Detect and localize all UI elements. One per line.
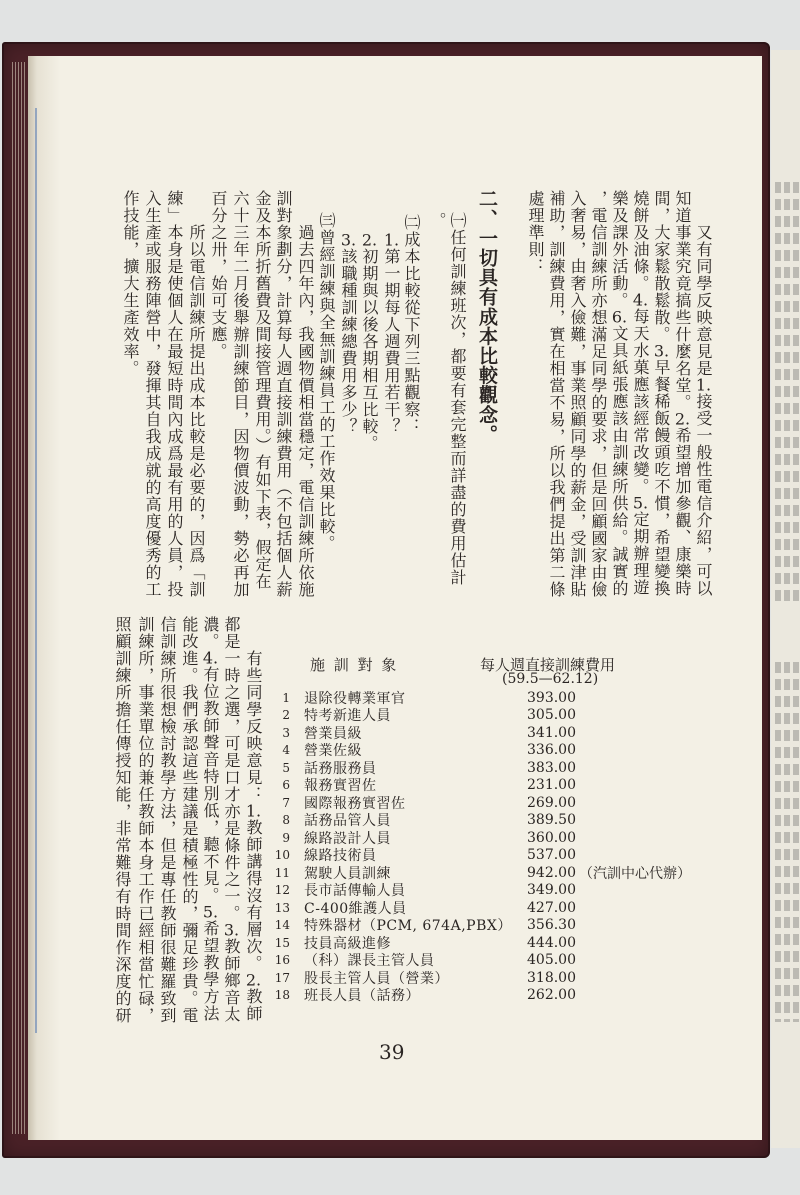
table-row — [270, 847, 691, 865]
list-numeral: 1. — [245, 803, 262, 819]
row-number: 4 — [282, 743, 290, 758]
trainee-category: 股長主管人員（營業） — [304, 970, 449, 987]
cost-line: 百分之卅，始可支應。 — [209, 190, 228, 360]
intro-line: ，電信訓練所亦想滿足同學的要求，但是回顧國家由儉 — [589, 190, 608, 598]
list-numeral: 6. — [611, 309, 628, 325]
trainee-category: （科）課長主管人員 — [304, 953, 435, 970]
table-row — [270, 777, 691, 795]
row-number: 6 — [282, 778, 290, 793]
weekly-cost: 341.00 — [527, 724, 576, 741]
list-numeral: 1. — [695, 377, 712, 393]
intro-line: 補助，訓練費用，實在相當不易，所以我們提出第二條 — [547, 190, 566, 598]
trainee-category: 營業佐級 — [304, 743, 362, 760]
row-number: 5 — [282, 760, 290, 775]
table-row — [270, 934, 691, 952]
trainee-category: 特殊器材（PCM, 674A,PBX） — [304, 918, 512, 935]
item-1-line: 。 — [428, 212, 447, 229]
weekly-cost: 318.00 — [527, 969, 576, 986]
row-number: 9 — [282, 830, 290, 845]
rationale-line: 作技能，擴大生產效率。 — [121, 190, 140, 377]
list-numeral: 2. — [361, 232, 378, 248]
weekly-cost: 262.00 — [527, 987, 576, 1004]
cost-line: 金及本所折舊費及間接管理費用。）有如下表，假定在 — [253, 190, 272, 590]
trainee-category: 技員高級進修 — [304, 935, 391, 952]
trainee-category: C-400維護人員 — [304, 900, 407, 917]
table-body — [270, 689, 691, 1004]
weekly-cost: 360.00 — [527, 829, 576, 846]
weekly-cost: 269.00 — [527, 794, 576, 811]
row-number: 12 — [274, 883, 290, 898]
section-heading: 二、一切具有成本比較觀念。 — [476, 189, 498, 444]
row-number: 15 — [274, 935, 290, 950]
weekly-cost: 336.00 — [527, 742, 576, 759]
row-number: 17 — [274, 970, 290, 985]
row-number: 13 — [274, 900, 290, 915]
trainee-category: 國際報務實習佐 — [304, 795, 406, 812]
text-ghost — [784, 662, 790, 1022]
weekly-cost: 444.00 — [527, 934, 576, 951]
table-row — [270, 829, 691, 847]
weekly-cost: 231.00 — [527, 777, 576, 794]
table-row — [270, 724, 691, 742]
weekly-cost: 393.00 — [527, 689, 576, 706]
row-number: 14 — [274, 918, 290, 933]
list-numeral: 3. — [653, 343, 670, 359]
weekly-cost: 305.00 — [527, 707, 576, 724]
weekly-cost: 389.50 — [527, 812, 576, 829]
row-number: 7 — [282, 795, 290, 810]
table-row — [270, 759, 691, 777]
table-row — [270, 812, 691, 830]
table-row — [270, 742, 691, 760]
feedback-line: 信訓練所很想檢討教學方法，但是專任教師很難羅致到 — [158, 616, 177, 1024]
list-numeral: 4. — [632, 292, 649, 308]
intro-line: 間，大家鬆散鬆散。3.早餐稀飯饅頭吃不慣，希望變換 — [652, 190, 671, 597]
item-3: ㈢曾經訓練與全無訓練員工的工作效果比較。 — [317, 212, 336, 552]
row-number: 16 — [274, 953, 290, 968]
feedback-line: 都是一時之選，可是口才亦是條件之一。3.教師鄉音太 — [222, 616, 241, 1023]
feedback-line: 有些同學反映意見：1.教師講得沒有層次。2.教師 — [244, 650, 263, 1022]
table-row — [270, 952, 691, 970]
intro-line: 知道事業究竟搞些什麼名堂。2.希望增加參觀、康樂時 — [673, 190, 692, 597]
list-numeral: 3. — [340, 232, 357, 248]
row-number: 3 — [282, 725, 290, 740]
feedback-line: 訓練所，事業單位的兼任教師本身工作已經相當忙碌， — [136, 616, 155, 1024]
feedback-line: 照顧訓練所擔任傳授知能，非常難得有時間作深度的研 — [113, 616, 132, 1024]
item-1-line: ㈠任何訓練班次，都要有套完整而詳盡的費用估計 — [448, 212, 467, 586]
text-ghost — [793, 182, 799, 602]
intro-line: 入奢易，由奢入儉難，事業照顧同學的薪金，受訓津貼 — [568, 190, 587, 598]
text-ghost — [793, 662, 799, 1022]
list-numeral: 4. — [202, 650, 219, 666]
table-row — [270, 794, 691, 812]
intro-line: 樂及課外活動。6.文具紙張應該由訓練所供給。誠實的 — [610, 190, 629, 597]
rationale-line: 入生產或服務陣營中，發揮其自我成就的高度優秀的工 — [143, 190, 162, 598]
trainee-category: 話務品管人員 — [304, 813, 391, 830]
table-row — [270, 917, 691, 935]
weekly-cost: 427.00 — [527, 899, 576, 916]
list-numeral: 2. — [674, 411, 691, 427]
page-number: 39 — [379, 1040, 405, 1064]
table-row — [270, 689, 691, 707]
rationale-line: 練」本身是使個人在最短時間內成爲最有用的人員，投 — [165, 190, 184, 598]
table-header-cost: 每人週直接訓練費用 — [480, 656, 616, 674]
feedback-line: 濃。4.有位教師聲音特別低，聽不見。5.希望教學方法 — [201, 616, 220, 1022]
list-numeral: 5. — [632, 495, 649, 511]
text-ghost — [775, 182, 781, 602]
trainee-category: 話務服務員 — [304, 760, 377, 777]
feedback-line: 能改進。我們承認這些建議是積極性的，彌足珍貴。電 — [180, 616, 199, 1024]
table-header-period: (59.5—62.12) — [502, 671, 599, 687]
weekly-cost: 537.00 — [527, 847, 576, 864]
table-row — [270, 899, 691, 917]
row-number: 1 — [282, 690, 290, 705]
table-row — [270, 882, 691, 900]
table-header-subject: 施 訓 對 象 — [310, 656, 399, 674]
item-2-point: 1.第一期每人週費用若干？ — [382, 232, 401, 435]
row-number: 18 — [274, 988, 290, 1003]
list-numeral: 1. — [383, 232, 400, 248]
intro-line: 處理準則： — [526, 190, 545, 275]
cost-line: 過去四年內，我國物價相當穩定，電信訓練所依施 — [296, 224, 315, 598]
cost-line: 六十三年二月後舉辦訓練節目，因物價波動，勢必再加 — [231, 190, 250, 598]
row-number: 10 — [274, 848, 290, 863]
weekly-cost: 356.30 — [527, 917, 576, 934]
intro-line: 燒餅及油條。4.每天水菓應該經常改變。5.定期辦理遊 — [631, 190, 650, 596]
row-note: （汽訓中心代辦） — [579, 865, 691, 882]
list-numeral: 5. — [202, 904, 219, 920]
text-ghost — [775, 662, 781, 1022]
row-number: 8 — [282, 813, 290, 828]
trainee-category: 線路設計人員 — [304, 830, 391, 847]
page-stack-edges — [12, 62, 26, 1134]
trainee-category: 班長人員（話務） — [304, 988, 420, 1005]
gutter-ink-line — [35, 108, 37, 1033]
adjacent-page-edge — [771, 50, 800, 1148]
trainee-category: 退除役轉業軍官 — [304, 690, 406, 707]
table-row — [270, 707, 691, 725]
trainee-category: 營業員級 — [304, 725, 362, 742]
table-row — [270, 864, 691, 882]
rationale-line: 所以電信訓練所提出成本比較是必要的，因爲「訓 — [187, 224, 206, 598]
item-2-title: ㈡成本比較從下列三點觀察： — [402, 214, 421, 435]
trainee-category: 線路技術員 — [304, 848, 377, 865]
list-numeral: 3. — [223, 922, 240, 938]
trainee-category: 特考新進人員 — [304, 708, 391, 725]
trainee-category: 長市話傳輸人員 — [304, 883, 406, 900]
row-number: 11 — [274, 865, 290, 880]
weekly-cost: 405.00 — [527, 952, 576, 969]
cost-line: 訓對象劃分，計算每人週直接訓練費用（不包括個人薪 — [274, 190, 293, 598]
table-row — [270, 969, 691, 987]
weekly-cost: 942.00 — [527, 864, 576, 881]
text-ghost — [784, 182, 790, 602]
intro-line: 又有同學反映意見是1.接受一般性電信介紹，可以 — [694, 224, 713, 597]
item-2-point: 3.該職種訓練總費用多少？ — [339, 232, 358, 435]
weekly-cost: 383.00 — [527, 759, 576, 776]
row-number: 2 — [282, 708, 290, 723]
weekly-cost: 349.00 — [527, 882, 576, 899]
list-numeral: 2. — [245, 972, 262, 988]
table-row — [270, 987, 691, 1005]
item-2-point: 2.初期與以後各期相互比較。 — [360, 232, 379, 452]
trainee-category: 駕駛人員訓練 — [304, 865, 391, 882]
trainee-category: 報務實習佐 — [304, 778, 377, 795]
